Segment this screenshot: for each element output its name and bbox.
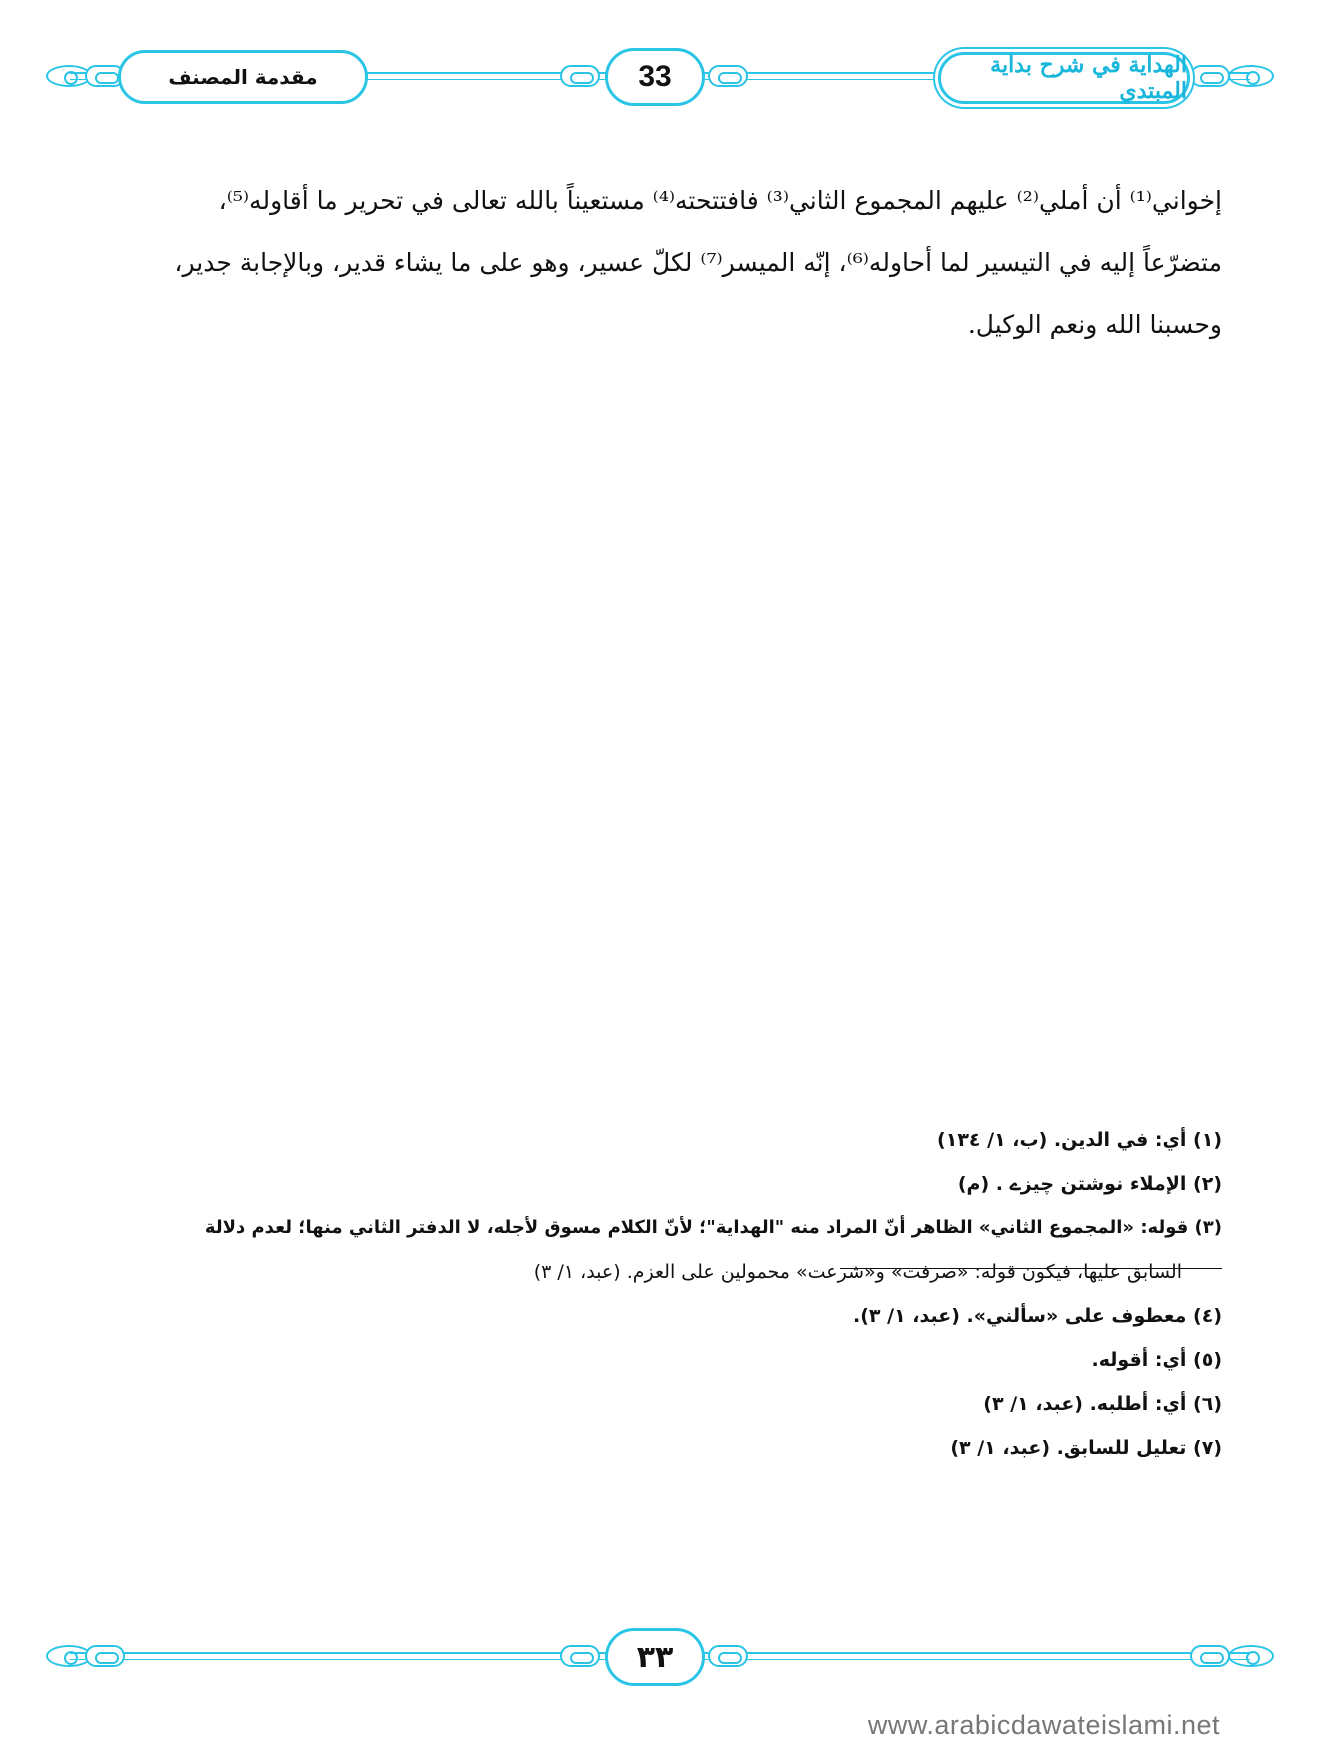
footer-knot-icon (560, 1645, 600, 1667)
body-line: متضرّعاً إليه في التيسير لما أحاوله⁽⁶⁾، إنّه الميسر⁽⁷⁾ لكلّ عسير، وهو على ما يشاء قدير، وبالإجابة جدير، (174, 248, 1222, 277)
footer-knot-icon (1190, 1645, 1230, 1667)
footer-page-number: ٣٣ (636, 1639, 674, 1675)
body-text (92, 170, 1222, 356)
footnote-1: (١) أي: في الدين. (ب، ١/ ١٣٤) (937, 1129, 1222, 1151)
header-knot-icon (560, 65, 600, 87)
footnote-4: (٤) معطوف على «سألني». (عبد، ١/ ٣). (853, 1305, 1222, 1327)
footer-page-number-box (605, 1628, 705, 1686)
page-number-box (605, 48, 705, 106)
body-line: إخواني⁽¹⁾ أن أملي⁽²⁾ عليهم المجموع الثاني⁽³⁾ فافتتحته⁽⁴⁾ مستعيناً بالله تعالى في تحرير ما أقاوله⁽⁵⁾، (218, 186, 1222, 215)
book-title: الهداية في شرح بداية المبتدي (990, 52, 1187, 104)
footnote-3: (٣) قوله: «المجموع الثاني» الظاهر أنّ المراد منه "الهداية"؛ لأنّ الكلام مسوق لأجله، لا الدفتر الثاني منها؛ لعدم دلالة (204, 1217, 1222, 1238)
footer-knot-icon (708, 1645, 748, 1667)
header-knot-icon (708, 65, 748, 87)
footer-right-ornament-icon (1228, 1645, 1274, 1667)
footnote-3-continued: السابق عليها، فيكون قوله: «صرفت» و«شرعت» محمولين على العزم. (عبد، ١/ ٣) (533, 1261, 1182, 1283)
footnote-5: (٥) أي: أقوله. (1091, 1349, 1222, 1371)
footnote-6: (٦) أي: أطلبه. (عبد، ١/ ٣) (983, 1393, 1222, 1415)
body-line: وحسبنا الله ونعم الوكيل. (967, 310, 1222, 339)
header-knot-icon (1190, 65, 1230, 87)
book-title-box (938, 52, 1190, 104)
website-watermark[interactable]: www.arabicdawateislami.net (867, 1710, 1220, 1740)
page-number: 33 (638, 60, 672, 93)
footnotes (92, 1118, 1222, 1470)
section-title-box (118, 50, 368, 104)
header-right-ornament-icon (1228, 65, 1274, 87)
footnote-7: (٧) تعليل للسابق. (عبد، ١/ ٣) (950, 1437, 1222, 1459)
footer-knot-icon (85, 1645, 125, 1667)
section-title: مقدمة المصنف (168, 65, 318, 89)
footnote-2: (٢) الإملاء نوشتن چيزے . (م) (957, 1173, 1222, 1195)
